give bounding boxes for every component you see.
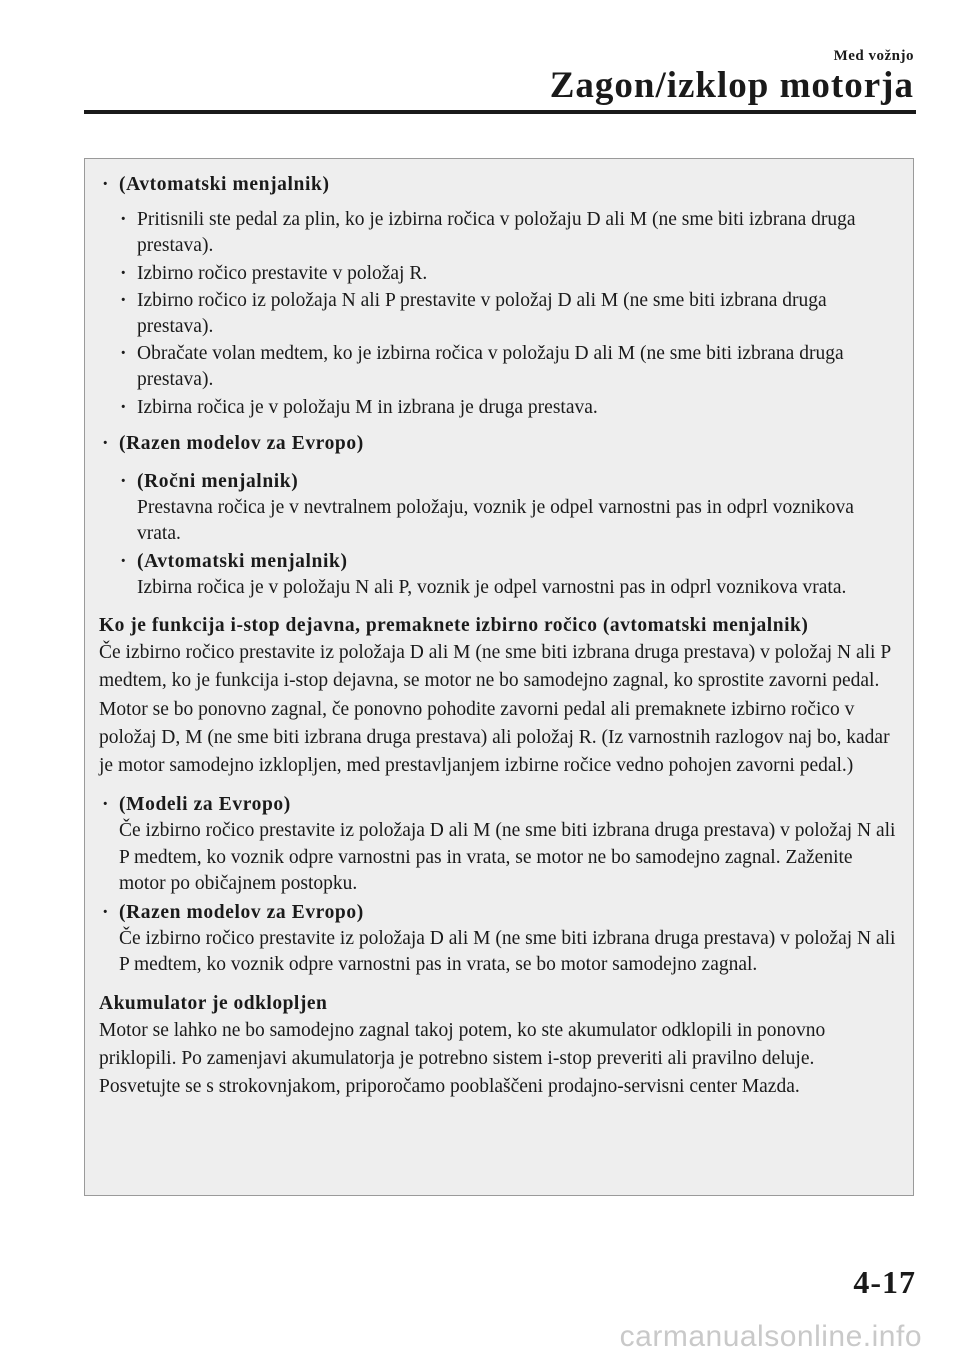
list-item <box>99 549 897 601</box>
bullet-icon: · <box>120 471 127 493</box>
list-item <box>99 261 897 287</box>
bullet-group <box>99 431 897 457</box>
sub-list <box>99 792 897 978</box>
paragraph: Če izbirno ročico prestavite iz položaja D ali M (ne sme biti izbrana druga prestava) v položaj N ali P medtem, ko je funkcija i-stop dejavna, se motor ne bo samodejno zagnal, ko sprostite zavorni pedal. Motor se bo ponovno zagnal, če ponovno pohodite zavorni pedal ali premaknete izbirno ročico v položaj D, M (ne sme biti izbrana druga prestava) ali položaj R. (Iz varnostnih razlogov naj bo, kadar je motor samodejno izklopljen, med prestavljanjem izbirne ročice vedno pohojen zavorni pedal.) <box>99 642 891 777</box>
sub-list <box>99 469 897 601</box>
bullet-icon: · <box>102 902 109 924</box>
list-item-heading: (Ročni menjalnik) <box>137 471 299 493</box>
bullet-group <box>99 172 897 198</box>
content-box <box>84 158 914 1196</box>
list-item-text: Pritisnili ste pedal za plin, ko je izbirna ročica v položaju D ali M (ne sme biti izbrana druga prestava). <box>137 209 856 257</box>
group-heading: (Avtomatski menjalnik) <box>119 174 330 195</box>
list-item <box>99 341 897 393</box>
list-item-text: Izbirna ročica je v položaju N ali P, voznik je odpel varnostni pas in odprl voznikova vrata. <box>137 576 847 598</box>
sub-list <box>99 207 897 421</box>
running-header-section: Med vožnjo <box>833 48 914 64</box>
list-item <box>99 288 897 340</box>
bullet-icon: · <box>102 174 109 195</box>
battery-section <box>99 991 897 1102</box>
page-number: 4-17 <box>853 1264 916 1300</box>
bullet-icon: · <box>120 262 127 284</box>
list-item-text: Če izbirno ročico prestavite iz položaja D ali M (ne sme biti izbrana druga prestava) v položaj N ali P medtem, ko voznik odpre varnostni pas in vrata, se bo motor samodejno zagnal. <box>119 928 896 976</box>
bullet-icon: · <box>120 550 127 572</box>
watermark: carmanualsonline.info <box>619 1320 922 1353</box>
list-item-heading: (Avtomatski menjalnik) <box>137 550 348 572</box>
istop-section <box>99 613 897 780</box>
page-title: Zagon/izklop motorja <box>549 65 914 106</box>
header-rule <box>84 110 916 114</box>
list-item <box>99 900 897 979</box>
bullet-icon: · <box>102 432 109 454</box>
list-item <box>99 792 897 897</box>
bullet-icon: · <box>102 794 109 816</box>
bullet-icon: · <box>120 396 127 418</box>
list-item-text: Izbirno ročico iz položaja N ali P prestavite v položaj D ali M (ne sme biti izbrana druga prestava). <box>137 289 827 338</box>
bullet-icon: · <box>120 343 127 365</box>
section-heading: Akumulator je odklopljen <box>99 992 328 1014</box>
list-item-text: Če izbirno ročico prestavite iz položaja D ali M (ne sme biti izbrana druga prestava) v položaj N ali P medtem, ko voznik odpre varnostni pas in vrata, se motor ne bo samodejno zagnal. Zaženite motor po običajnem postopku. <box>119 820 896 894</box>
list-item-text: Izbirna ročica je v položaju M in izbrana je druga prestava. <box>137 396 598 418</box>
list-item-text: Prestavna ročica je v nevtralnem položaju, voznik je odpel varnostni pas in odprl voznikova vrata. <box>137 497 854 545</box>
list-item <box>99 207 897 259</box>
list-item-heading: (Modeli za Evropo) <box>119 794 291 816</box>
bullet-icon: · <box>120 289 127 311</box>
section-heading: Ko je funkcija i-stop dejavna, premaknete izbirno ročico (avtomatski menjalnik) <box>99 615 809 637</box>
list-item <box>99 395 897 421</box>
list-item-text: Obračate volan medtem, ko je izbirna ročica v položaju D ali M (ne sme biti izbrana druga prestava). <box>137 343 844 391</box>
list-item-heading: (Razen modelov za Evropo) <box>119 902 364 924</box>
bullet-icon: · <box>120 209 127 231</box>
paragraph: Motor se lahko ne bo samodejno zagnal takoj potem, ko ste akumulator odklopili in ponovno priklopili. Po zamenjavi akumulatorja je potrebno sistem i-stop preveriti ali pravilno deluje. Posvetujte se s strokovnjakom, priporočamo pooblaščeni prodajno-servisni center Mazda. <box>99 1019 826 1098</box>
list-item <box>99 469 897 548</box>
group-heading: (Razen modelov za Evropo) <box>119 432 364 454</box>
list-item-text: Izbirno ročico prestavite v položaj R. <box>137 262 428 284</box>
